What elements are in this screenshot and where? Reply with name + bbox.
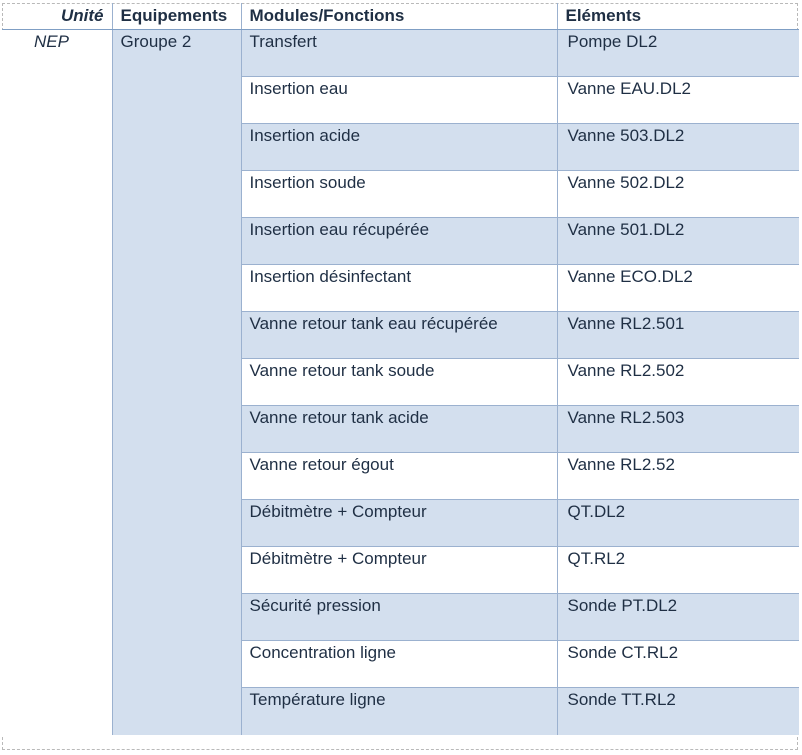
equipment-table — [2, 3, 799, 735]
table-row — [2, 30, 799, 77]
unit-cell: NEP — [2, 30, 112, 735]
module-cell: Vanne retour tank soude — [241, 359, 557, 406]
module-cell: Insertion désinfectant — [241, 265, 557, 312]
element-cell: Vanne 503.DL2 — [557, 124, 799, 171]
module-cell: Insertion eau — [241, 77, 557, 124]
module-cell: Sécurité pression — [241, 594, 557, 641]
header-row — [2, 3, 799, 30]
module-cell: Transfert — [241, 30, 557, 77]
element-cell: Sonde CT.RL2 — [557, 641, 799, 688]
element-cell: Vanne RL2.503 — [557, 406, 799, 453]
table-body — [2, 30, 799, 735]
element-cell: Vanne RL2.52 — [557, 453, 799, 500]
module-cell: Vanne retour tank acide — [241, 406, 557, 453]
element-cell: QT.DL2 — [557, 500, 799, 547]
header-equipements: Equipements — [112, 3, 241, 30]
element-cell: Vanne 501.DL2 — [557, 218, 799, 265]
module-cell: Insertion soude — [241, 171, 557, 218]
header-unite: Unité — [2, 3, 112, 30]
module-cell: Vanne retour égout — [241, 453, 557, 500]
element-cell: Sonde TT.RL2 — [557, 688, 799, 735]
element-cell: Vanne RL2.501 — [557, 312, 799, 359]
element-cell: Vanne ECO.DL2 — [557, 265, 799, 312]
element-cell: Vanne EAU.DL2 — [557, 77, 799, 124]
element-cell: Vanne RL2.502 — [557, 359, 799, 406]
element-cell: Sonde PT.DL2 — [557, 594, 799, 641]
module-cell: Température ligne — [241, 688, 557, 735]
module-cell: Débitmètre + Compteur — [241, 500, 557, 547]
element-cell: QT.RL2 — [557, 547, 799, 594]
module-cell: Concentration ligne — [241, 641, 557, 688]
equipment-cell: Groupe 2 — [112, 30, 241, 735]
header-elements: Eléments — [557, 3, 799, 30]
header-modules: Modules/Fonctions — [241, 3, 557, 30]
module-cell: Vanne retour tank eau récupérée — [241, 312, 557, 359]
element-cell: Vanne 502.DL2 — [557, 171, 799, 218]
module-cell: Insertion eau récupérée — [241, 218, 557, 265]
module-cell: Insertion acide — [241, 124, 557, 171]
element-cell: Pompe DL2 — [557, 30, 799, 77]
module-cell: Débitmètre + Compteur — [241, 547, 557, 594]
